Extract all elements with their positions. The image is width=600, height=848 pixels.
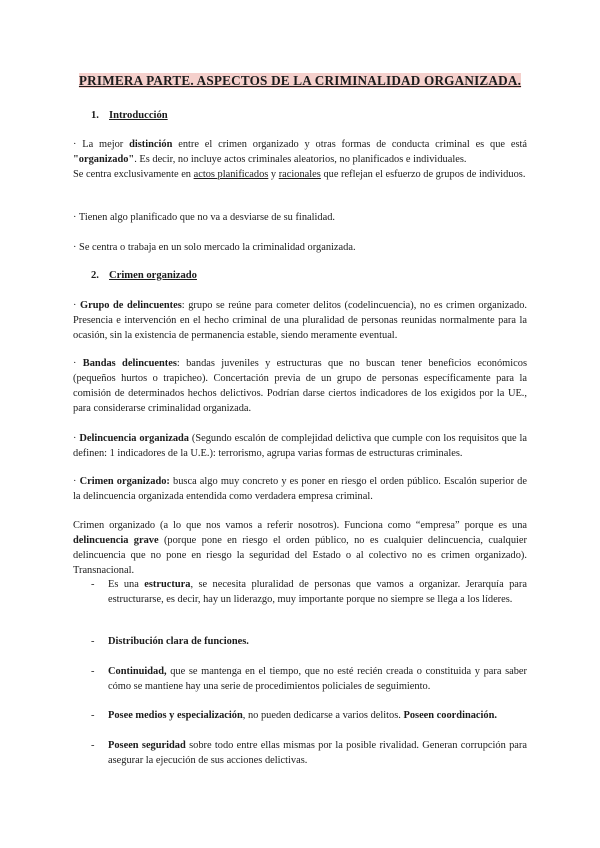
- intro-paragraph-actos: Se centra exclusivamente en actos planificados y racionales que reflejan el esfuerzo de grupos de individuos.: [73, 169, 526, 180]
- bullet-estructura: Es una estructura, se necesita pluralidad de personas que vamos a organizar. Jerarquía para estructurarse, es decir, hay un liderazgo, muy importante porque no siempre se llega a los líderes.: [108, 579, 527, 605]
- bullet-dash: -: [91, 740, 95, 751]
- bullet-dash: -: [91, 579, 95, 590]
- bullet-dash: -: [91, 666, 95, 677]
- section-heading-crimen-organizado: 2. Crimen organizado: [91, 270, 197, 281]
- bullet-dash: -: [91, 636, 95, 647]
- paragraph-grupo-delincuentes: · Grupo de delincuentes: grupo se reúne para cometer delitos (codelincuencia), no es crimen organizado. Presencia e intervención en el hecho criminal de una pluralidad de personas reunidas normalmente para la ocasión, sin la existencia de permanencia estable, siendo meramente eventual.: [73, 300, 528, 341]
- section-heading-introduccion: 1. Introducción: [91, 110, 168, 121]
- paragraph-delincuencia-organizada: · Delincuencia organizada (Segundo escalón de complejidad delictiva que cumple con los requisitos que la definen: 1 indicadores de la U.E.): terrorismo, agrupa varias formas de estructuras criminales.: [73, 433, 528, 459]
- bullet-medios: Posee medios y especialización, no pueden dedicarse a varios delitos. Poseen coordinación.: [108, 710, 497, 721]
- document-title: PRIMERA PARTE. ASPECTOS DE LA CRIMINALIDAD ORGANIZADA.: [78, 73, 522, 88]
- bullet-distribucion: Distribución clara de funciones.: [108, 636, 249, 647]
- intro-paragraph-distincion: · La mejor distinción entre el crimen organizado y otras formas de conducta criminal es que está "organizado". Es decir, no incluye actos criminales aleatorios, no planificados e individuales.: [73, 139, 527, 165]
- paragraph-bandas-delincuentes: · Bandas delincuentes: bandas juveniles y estructuras que no buscan tener beneficios económicos (pequeños hurtos o trapicheo). Concertación previa de un grupo de personas específicamente para la comisión de determinados hechos delictivos. Podrían darse ciertos indicadores de los exigidos por la UE., para considerarse criminalidad organizada.: [73, 358, 527, 414]
- paragraph-crimen-organizado: · Crimen organizado: busca algo muy concreto y es poner en riesgo el orden público. Escalón superior de la delincuencia organizada entendida como verdadera empresa criminal.: [73, 476, 527, 502]
- paragraph-funciona-empresa: Crimen organizado (a lo que nos vamos a referir nosotros). Funciona como “empresa” porque es una delincuencia grave (porque pone en riesgo el orden público, no es cualquier delincuencia, cualquier delincuencia que no pone en riesgo la seguridad del Estado o al colectivo no es crimen organizado). Transnacional.: [73, 520, 527, 576]
- bullet-continuidad: Continuidad, que se mantenga en el tiempo, que no esté recién creada o constituida y para saber cómo se mantiene hay una serie de procedimientos policiales de seguimiento.: [108, 666, 527, 692]
- intro-paragraph-mercado: · Se centra o trabaja en un solo mercado la criminalidad organizada.: [73, 242, 356, 253]
- bullet-dash: -: [91, 710, 95, 721]
- bullet-seguridad: Poseen seguridad sobre todo entre ellas mismas por la posible rivalidad. Generan corrupción para asegurar la ejecución de sus acciones delictivas.: [108, 740, 527, 766]
- intro-paragraph-planificado: · Tienen algo planificado que no va a desviarse de su finalidad.: [73, 212, 336, 223]
